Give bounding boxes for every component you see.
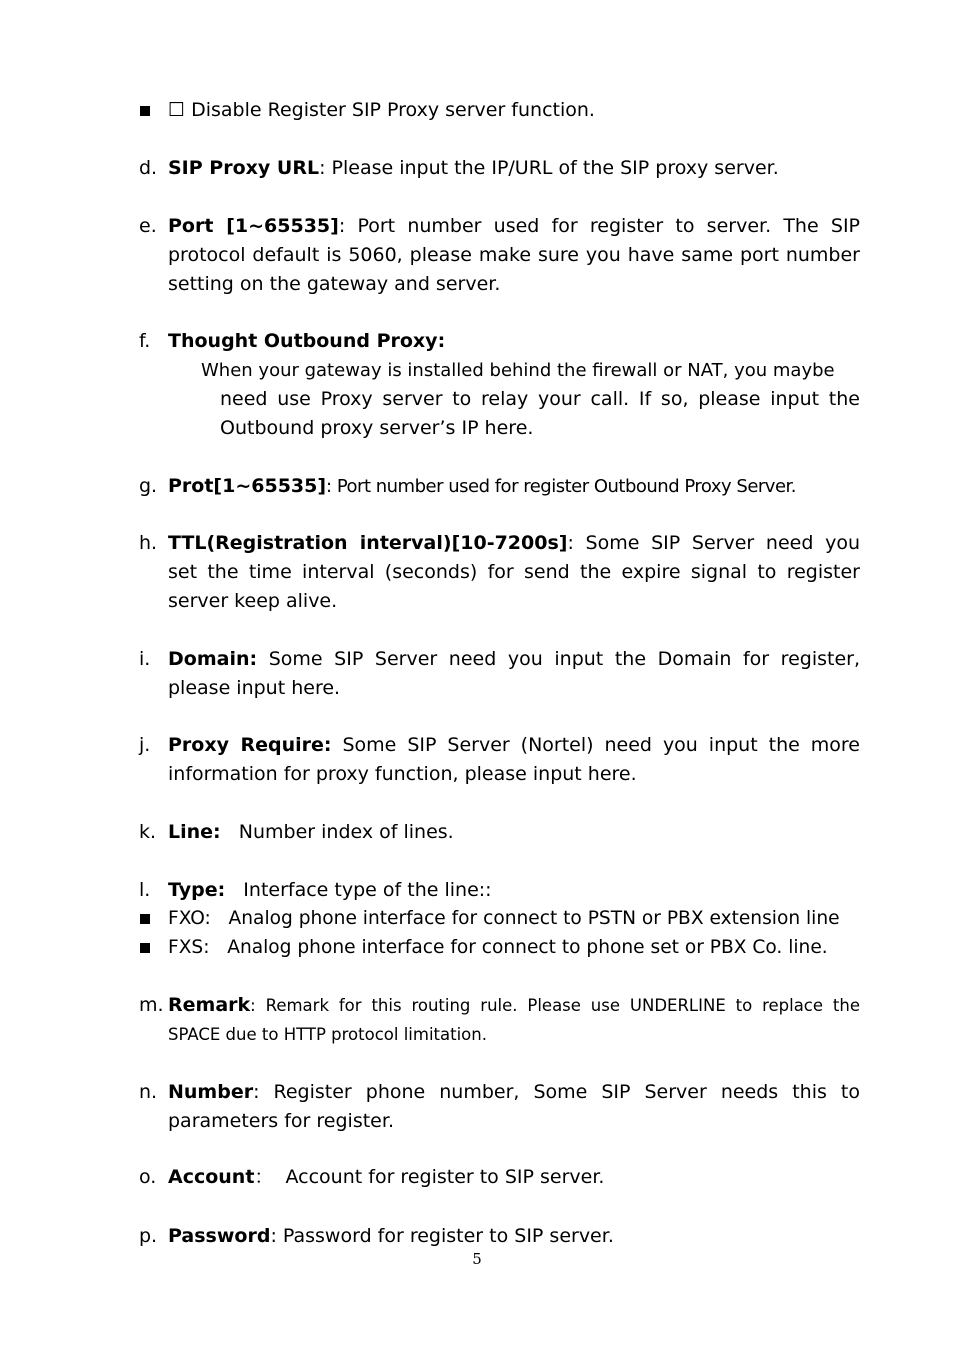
square-bullet-icon — [140, 943, 150, 953]
list-item-p — [139, 1222, 860, 1251]
item-text: Interface type of the line:: — [225, 879, 492, 901]
item-term: Type: — [168, 879, 226, 901]
item-text: : Port number used for register Outbound Proxy Server. — [326, 476, 796, 497]
bullet-marker — [139, 904, 167, 933]
item-text: FXS: Analog phone interface for connect to phone set or PBX Co. line. — [168, 937, 828, 958]
item-term: Password — [168, 1225, 271, 1247]
list-item-e — [139, 212, 860, 299]
list-item-fxo — [139, 904, 860, 933]
item-text: : Remark for this routing rule. Please use UNDERLINE to replace the SPACE due to HTTP protocol limitation. — [168, 996, 860, 1044]
item-term: Account — [168, 1166, 255, 1188]
item-letter: e. — [139, 215, 157, 237]
item-term: Line: — [168, 821, 221, 843]
item-letter: g. — [139, 475, 158, 497]
list-item-n — [139, 1078, 860, 1136]
item-term: Thought Outbound Proxy: — [168, 330, 446, 352]
item-letter: n. — [139, 1081, 158, 1103]
item-text: : Password for register to SIP server. — [270, 1225, 614, 1247]
list-item-g — [139, 472, 860, 501]
list-item-f — [139, 327, 860, 443]
list-item-h — [139, 529, 860, 616]
bullet-marker — [139, 96, 167, 125]
item-term: TTL(Registration interval)[10-7200s] — [168, 532, 568, 554]
item-text: : Port number used for register to server. The SIP protocol default is 5060, please make sure you have same port number setting on the gateway and server. — [168, 215, 861, 295]
page-number: 5 — [472, 1250, 482, 1268]
list-item-j — [139, 731, 860, 789]
list-item-d — [139, 154, 860, 183]
item-text: ： Account for register to SIP server. — [254, 1166, 605, 1188]
item-letter: i. — [139, 648, 151, 670]
item-letter: m. — [139, 994, 164, 1016]
item-text: Number index of lines. — [220, 821, 454, 843]
bullet-marker — [139, 933, 167, 962]
item-text: : Register phone number, Some SIP Server needs this to parameters for register. — [168, 1081, 860, 1132]
item-term: Remark — [168, 994, 251, 1016]
list-item-fxs — [139, 933, 860, 962]
item-text: : Some SIP Server need you set the time interval (seconds) for send the expire signal to register server keep alive. — [168, 532, 860, 612]
item-text-rest: need use Proxy server to relay your call. If so, please input the Outbound proxy server’s IP here. — [220, 388, 860, 439]
list-item-o — [139, 1163, 860, 1192]
item-term: SIP Proxy URL — [168, 157, 320, 179]
item-letter: l. — [139, 879, 151, 901]
item-term: Domain: — [168, 648, 258, 670]
list-item-disable-register — [139, 96, 860, 125]
list-item-k — [139, 818, 860, 847]
item-letter: p. — [139, 1225, 158, 1247]
item-term: Number — [168, 1081, 254, 1103]
item-text: FXO: Analog phone interface for connect to PSTN or PBX extension line — [168, 908, 840, 929]
item-term: Proxy Require: — [168, 734, 332, 756]
item-letter: h. — [139, 532, 158, 554]
list-item-l — [139, 876, 860, 905]
item-letter: o. — [139, 1166, 157, 1188]
item-text-first: When your gateway is installed behind the firewall or NAT, you maybe — [201, 360, 835, 381]
square-bullet-icon — [140, 106, 150, 116]
item-letter: j. — [139, 734, 151, 756]
square-bullet-icon — [140, 914, 150, 924]
item-term: Prot[1~65535] — [168, 475, 327, 497]
item-text: : Please input the IP/URL of the SIP proxy server. — [319, 157, 779, 179]
list-item-i — [139, 645, 860, 703]
item-text: Some SIP Server (Nortel) need you input the more information for proxy function, please input here. — [168, 734, 860, 785]
item-term: Port [1~65535] — [168, 215, 339, 237]
item-text: Some SIP Server need you input the Domain for register, please input here. — [168, 648, 860, 699]
item-letter: k. — [139, 821, 157, 843]
item-letter: f. — [139, 330, 151, 352]
item-letter: d. — [139, 157, 158, 179]
item-text: Disable Register SIP Proxy server function. — [191, 99, 595, 121]
list-item-m — [139, 991, 860, 1049]
checkbox-icon: ☐ — [168, 99, 186, 121]
